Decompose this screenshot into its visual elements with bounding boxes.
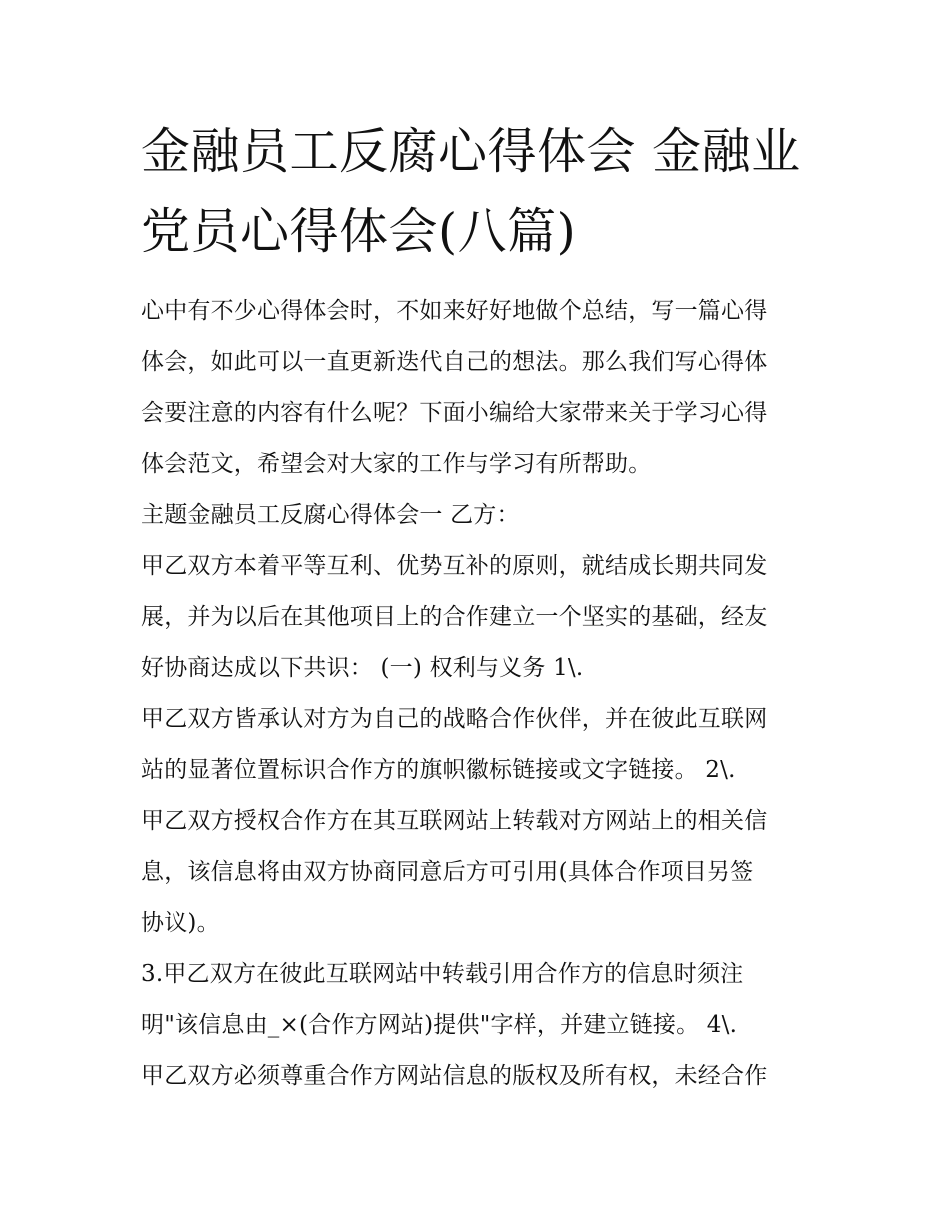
text-line: 主题金融员工反腐心得体会一 乙方： — [141, 502, 520, 528]
text-line: 息，该信息将由双方协商同意后方可引用(具体合作项目另签 — [141, 859, 754, 885]
text-line: 心中有不少心得体会时，不如来好好地做个总结，写一篇心得 — [141, 298, 768, 324]
text-line: 甲乙双方本着平等互利、优势互补的原则，就结成长期共同发 — [141, 553, 768, 579]
text-line: 展，并为以后在其他项目上的合作建立一个坚实的基础，经友 — [141, 604, 768, 630]
text-line: 明"该信息由_×(合作方网站)提供"字样，并建立链接。 4\. — [141, 1012, 738, 1038]
text-line: 甲乙双方授权合作方在其互联网站上转载对方网站上的相关信 — [141, 808, 768, 834]
text-line: 甲乙双方必须尊重合作方网站信息的版权及所有权，未经合作 — [141, 1063, 768, 1089]
text-line: 好协商达成以下共识： (一) 权利与义务 1\. — [141, 655, 584, 681]
title-line: 党员心得体会(八篇) — [141, 203, 577, 260]
text-line: 体会范文，希望会对大家的工作与学习有所帮助。 — [141, 451, 652, 477]
paragraph-clause-3 — [141, 949, 821, 1051]
paragraph-subject — [141, 490, 821, 541]
paragraph-intro — [141, 286, 821, 490]
document-title — [141, 112, 821, 272]
text-line: 站的显著位置标识合作方的旗帜徽标链接或文字链接。 2\. — [141, 757, 736, 783]
text-line: 3.甲乙双方在彼此互联网站中转载引用合作方的信息时须注 — [141, 961, 744, 987]
paragraph-clause-1 — [141, 694, 821, 796]
document-page — [141, 112, 821, 1102]
title-line: 金融员工反腐心得体会 金融业 — [141, 123, 801, 180]
paragraph-clause-2 — [141, 796, 821, 949]
text-line: 协议)。 — [141, 910, 220, 936]
paragraph-principles — [141, 541, 821, 694]
text-line: 甲乙双方皆承认对方为自己的战略合作伙伴，并在彼此互联网 — [141, 706, 768, 732]
text-line: 会要注意的内容有什么呢？下面小编给大家带来关于学习心得 — [141, 400, 768, 426]
text-line: 体会，如此可以一直更新迭代自己的想法。那么我们写心得体 — [141, 349, 768, 375]
paragraph-clause-4 — [141, 1051, 821, 1102]
